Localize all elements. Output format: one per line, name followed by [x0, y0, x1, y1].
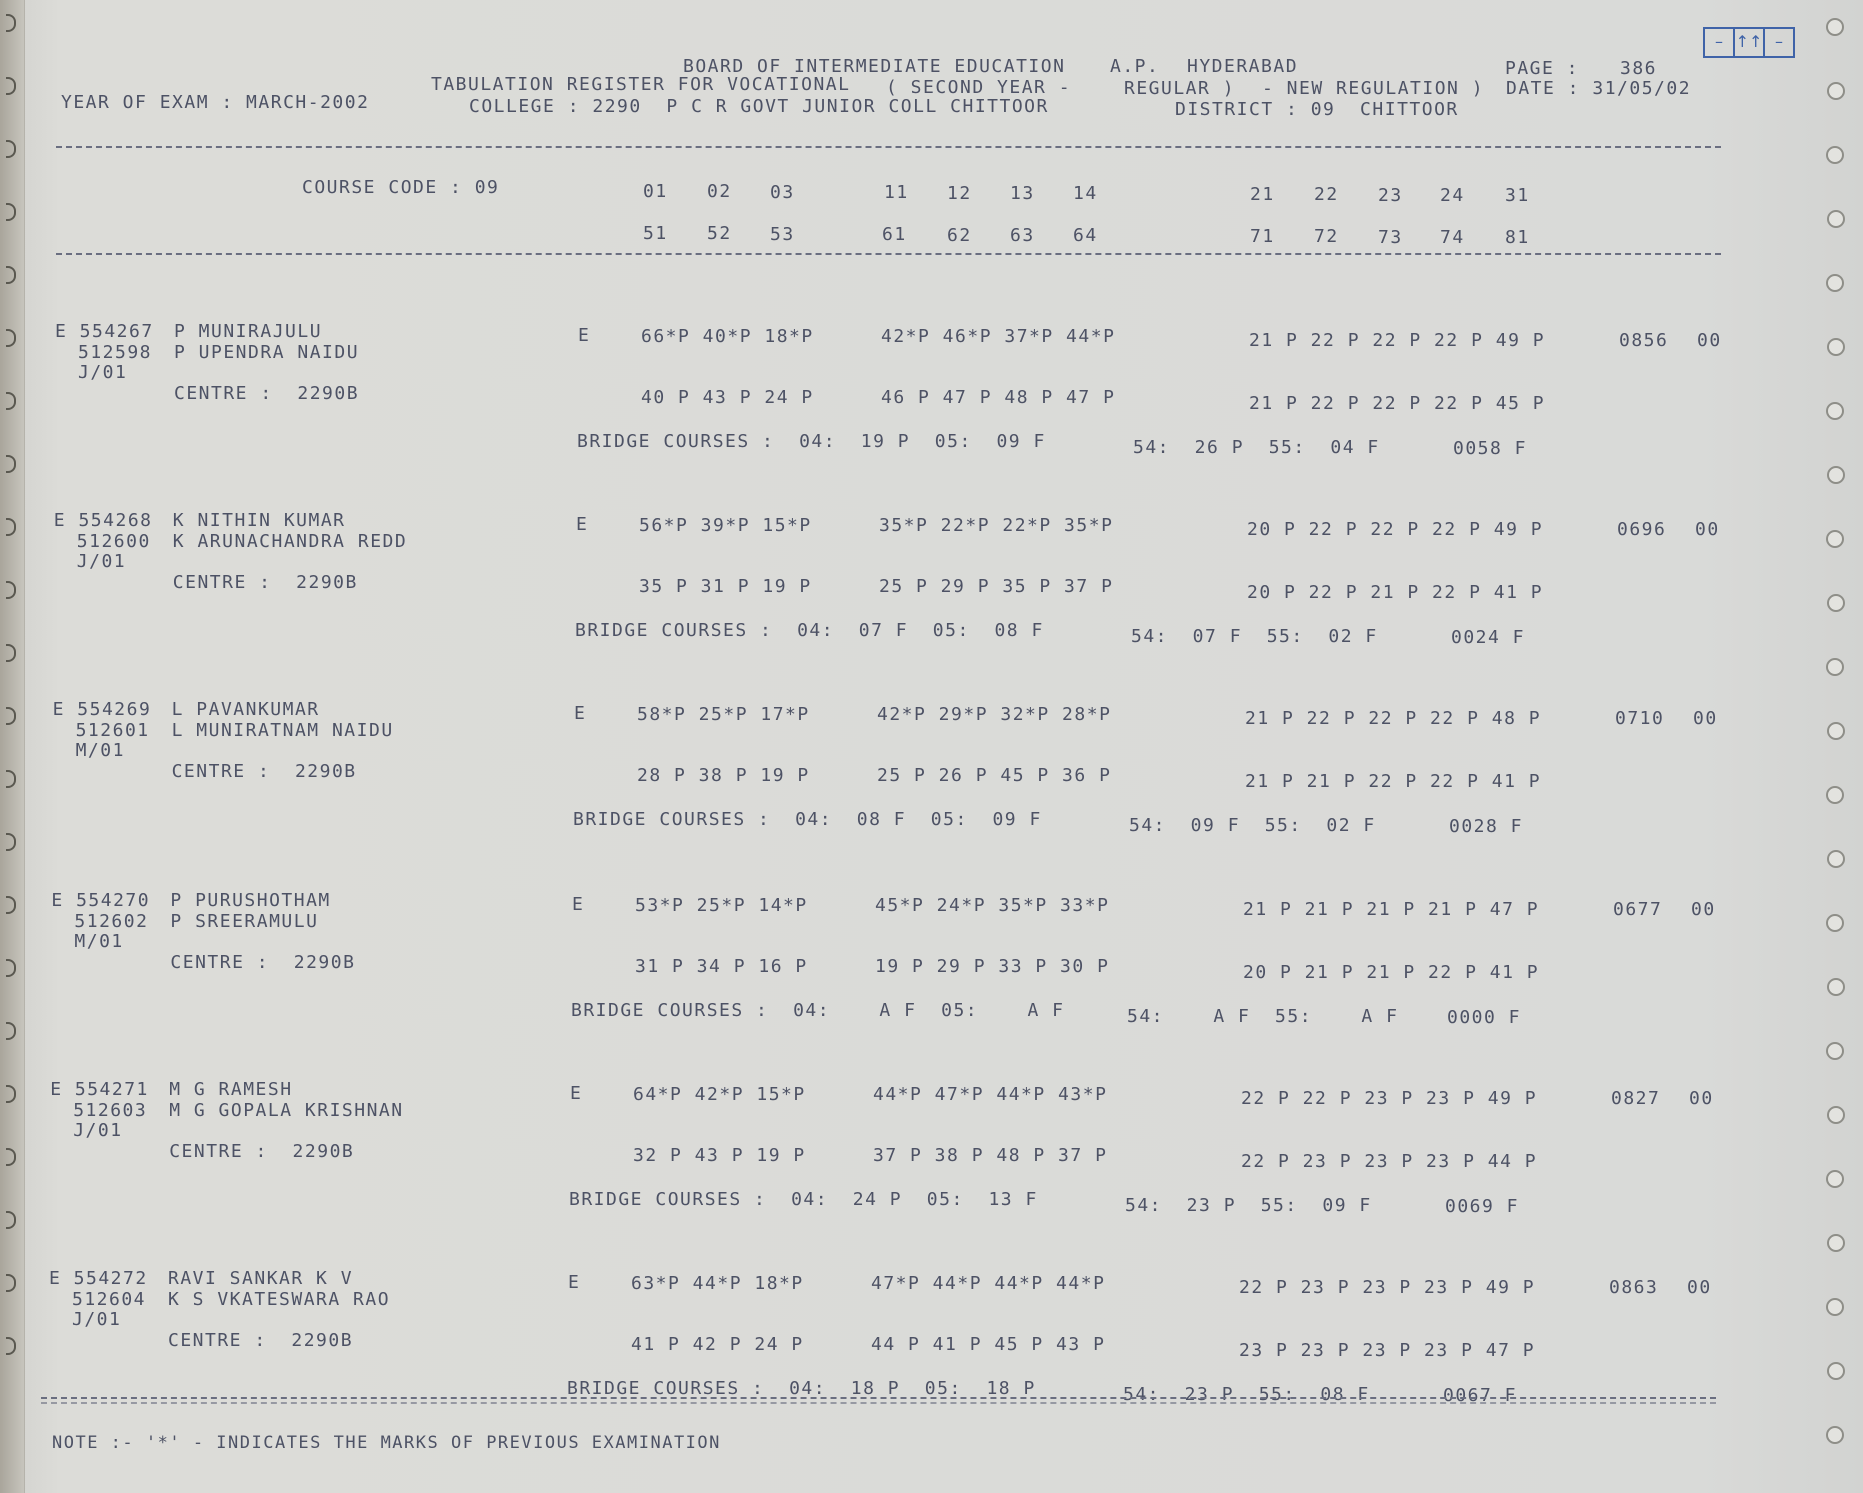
- roll-number: 512601: [75, 720, 150, 741]
- feed-hole: [1827, 722, 1845, 740]
- marks-first-a: 53*P 25*P 14*P: [635, 895, 808, 916]
- marks-second-c: 23 P 23 P 23 P 23 P 47 P: [1239, 1340, 1536, 1361]
- feed-hole: [1827, 594, 1845, 612]
- course-code-cell: 63: [1010, 225, 1035, 246]
- feed-hole: [1827, 1362, 1845, 1380]
- feed-hole: [1826, 18, 1844, 36]
- course-code-cell: 61: [882, 224, 907, 246]
- father-name: P SREERAMULU: [170, 911, 319, 932]
- extra-code: 00: [1695, 519, 1720, 540]
- course-code-cell: 81: [1505, 227, 1530, 249]
- exam-type: E: [572, 894, 585, 915]
- bridge-total: 0000 F: [1447, 1007, 1522, 1028]
- bridge-total: 0028 F: [1449, 816, 1524, 837]
- centre: CENTRE : 2290B: [168, 1330, 354, 1351]
- marks-second-a: 28 P 38 P 19 P: [637, 765, 810, 786]
- exam-type: E: [576, 514, 589, 535]
- group-code: J/01: [72, 1309, 122, 1330]
- student-name: RAVI SANKAR K V: [168, 1268, 354, 1289]
- feed-hole: [1826, 146, 1844, 164]
- course-code-cell: 21: [1250, 183, 1275, 205]
- bridge-courses-b: 54: 07 F 55: 02 F: [1131, 626, 1378, 647]
- father-name: P UPENDRA NAIDU: [174, 342, 360, 363]
- student-id: E 554270: [51, 890, 151, 911]
- marks-first-a: 58*P 25*P 17*P: [637, 704, 810, 725]
- student-name: K NITHIN KUMAR: [172, 510, 346, 531]
- marks-second-a: 40 P 43 P 24 P: [641, 387, 814, 408]
- total-marks: 0710: [1615, 708, 1665, 729]
- course-code-label: COURSE CODE : 09: [302, 177, 500, 198]
- student-id: E 554272: [49, 1268, 148, 1289]
- student-id: E 554268: [53, 510, 153, 531]
- page-number: 386: [1620, 58, 1658, 79]
- bridge-courses: BRIDGE COURSES : 04: 07 F 05: 08 F: [575, 620, 1044, 641]
- marks-first-a: 63*P 44*P 18*P: [631, 1273, 804, 1294]
- total-marks: 0827: [1611, 1088, 1661, 1109]
- feed-hole: [1826, 914, 1844, 932]
- feed-hole: [1826, 786, 1844, 804]
- marks-second-c: 21 P 21 P 22 P 22 P 41 P: [1245, 771, 1542, 792]
- group-code: J/01: [73, 1120, 123, 1141]
- course-code-cell: 72: [1314, 226, 1339, 248]
- group-code: M/01: [74, 931, 124, 952]
- marks-first-b: 47*P 44*P 44*P 44*P: [871, 1273, 1106, 1294]
- feed-hole: [1827, 466, 1845, 484]
- year-label: ( SECOND YEAR -: [886, 77, 1072, 98]
- date: DATE : 31/05/02: [1506, 78, 1692, 99]
- course-code-cell: 71: [1250, 225, 1275, 247]
- father-name: L MUNIRATNAM NAIDU: [171, 720, 394, 741]
- marks-first-b: 44*P 47*P 44*P 43*P: [873, 1084, 1108, 1105]
- bridge-courses: BRIDGE COURSES : 04: 24 P 05: 13 F: [569, 1189, 1038, 1210]
- marks-first-c: 21 P 21 P 21 P 21 P 47 P: [1243, 899, 1540, 920]
- marks-second-c: 21 P 22 P 22 P 22 P 45 P: [1249, 393, 1546, 414]
- feed-hole: [1826, 1298, 1844, 1316]
- total-marks: 0696: [1617, 519, 1667, 540]
- feed-hole: [1826, 274, 1844, 292]
- feed-hole: [1826, 402, 1844, 420]
- roll-number: 512603: [73, 1100, 148, 1121]
- marks-second-c: 22 P 23 P 23 P 23 P 44 P: [1241, 1151, 1538, 1172]
- total-marks: 0677: [1613, 899, 1663, 920]
- divider: [41, 1397, 1716, 1399]
- extra-code: 00: [1687, 1277, 1712, 1298]
- roll-number: 512600: [76, 531, 151, 552]
- bridge-courses: BRIDGE COURSES : 04: 19 P 05: 09 F: [577, 431, 1046, 452]
- roll-number: 512604: [72, 1289, 147, 1310]
- binding-strip: [0, 0, 25, 1493]
- bridge-courses-b: 54: A F 55: A F: [1127, 1006, 1399, 1027]
- city: HYDERABAD: [1187, 56, 1299, 77]
- divider: [41, 1402, 1716, 1404]
- course-code-cell: 74: [1440, 227, 1465, 248]
- group-code: J/01: [76, 551, 127, 572]
- bridge-courses-b: 54: 23 P 55: 09 F: [1125, 1195, 1372, 1216]
- board-title: BOARD OF INTERMEDIATE EDUCATION: [683, 56, 1066, 77]
- printer-logo-icon: – ↑↑ –: [1703, 27, 1795, 58]
- feed-hole: [1827, 1106, 1845, 1124]
- feed-hole: [1827, 210, 1845, 228]
- roll-number: 512602: [74, 911, 149, 932]
- marks-first-c: 21 P 22 P 22 P 22 P 48 P: [1245, 708, 1542, 729]
- total-marks: 0856: [1619, 330, 1669, 351]
- marks-first-c: 20 P 22 P 22 P 22 P 49 P: [1247, 519, 1544, 540]
- course-code-cell: 73: [1378, 226, 1403, 248]
- bridge-courses: BRIDGE COURSES : 04: 18 P 05: 18 P: [567, 1378, 1036, 1399]
- course-code-cell: 03: [770, 181, 795, 203]
- marks-second-a: 41 P 42 P 24 P: [631, 1334, 804, 1355]
- marks-first-b: 35*P 22*P 22*P 35*P: [879, 515, 1114, 536]
- course-code-cell: 62: [947, 224, 972, 246]
- roll-number: 512598: [78, 342, 153, 363]
- bridge-total: 0058 F: [1453, 438, 1528, 459]
- student-name: M G RAMESH: [169, 1079, 293, 1100]
- feed-hole: [1826, 1426, 1844, 1444]
- course-code-cell: 64: [1073, 225, 1098, 247]
- course-code-cell: 01: [643, 181, 668, 202]
- extra-code: 00: [1693, 708, 1718, 729]
- divider: [56, 253, 1721, 255]
- feed-hole: [1827, 338, 1845, 356]
- feed-hole: [1826, 530, 1844, 548]
- group-code: J/01: [78, 362, 128, 383]
- father-name: M G GOPALA KRISHNAN: [169, 1100, 404, 1121]
- course-code-cell: 22: [1314, 184, 1339, 206]
- feed-hole: [1826, 658, 1844, 676]
- centre: CENTRE : 2290B: [174, 383, 360, 404]
- feed-hole: [1827, 1234, 1845, 1252]
- marks-second-b: 44 P 41 P 45 P 43 P: [871, 1334, 1106, 1355]
- centre: CENTRE : 2290B: [172, 572, 358, 593]
- feed-hole: [1827, 850, 1845, 868]
- marks-first-c: 22 P 22 P 23 P 23 P 49 P: [1241, 1088, 1538, 1109]
- bridge-total: 0069 F: [1445, 1196, 1520, 1217]
- student-name: L PAVANKUMAR: [171, 699, 320, 720]
- feed-hole: [1826, 1170, 1844, 1188]
- regulation-label: - NEW REGULATION ): [1262, 78, 1485, 99]
- bridge-total: 0024 F: [1451, 627, 1526, 648]
- extra-code: 00: [1689, 1088, 1714, 1109]
- marks-second-a: 32 P 43 P 19 P: [633, 1145, 806, 1166]
- exam-year: YEAR OF EXAM : MARCH-2002: [61, 92, 370, 113]
- feed-hole: [1827, 978, 1845, 996]
- marks-second-b: 25 P 29 P 35 P 37 P: [879, 576, 1114, 597]
- marks-first-b: 42*P 46*P 37*P 44*P: [881, 326, 1116, 347]
- course-code-cell: 13: [1010, 183, 1035, 204]
- marks-second-b: 37 P 38 P 48 P 37 P: [873, 1145, 1108, 1166]
- centre: CENTRE : 2290B: [171, 761, 357, 782]
- bridge-courses: BRIDGE COURSES : 04: A F 05: A F: [571, 1000, 1065, 1021]
- state: A.P.: [1110, 56, 1160, 77]
- student-id: E 554267: [55, 321, 154, 342]
- divider: [56, 146, 1721, 148]
- extra-code: 00: [1697, 330, 1722, 351]
- course-code-cell: 23: [1378, 184, 1403, 206]
- marks-first-c: 21 P 22 P 22 P 22 P 49 P: [1249, 330, 1546, 351]
- marks-second-c: 20 P 22 P 21 P 22 P 41 P: [1247, 582, 1544, 603]
- bridge-courses-b: 54: 26 P 55: 04 F: [1133, 437, 1380, 458]
- marks-second-a: 31 P 34 P 16 P: [635, 956, 808, 977]
- course-code-cell: 51: [643, 223, 668, 244]
- regular-label: REGULAR ): [1124, 78, 1236, 99]
- feed-hole: [1827, 82, 1845, 100]
- bridge-total: 0067 F: [1443, 1385, 1518, 1406]
- course-code-cell: 52: [707, 223, 732, 245]
- father-name: K ARUNACHANDRA REDD: [172, 531, 408, 552]
- feed-hole: [1826, 1042, 1844, 1060]
- exam-type: E: [570, 1083, 583, 1104]
- district: DISTRICT : 09 CHITTOOR: [1175, 99, 1459, 120]
- marks-first-b: 42*P 29*P 32*P 28*P: [877, 704, 1112, 725]
- course-code-cell: 53: [770, 223, 795, 245]
- group-code: M/01: [75, 740, 125, 761]
- marks-first-b: 45*P 24*P 35*P 33*P: [875, 895, 1110, 916]
- bridge-courses-b: 54: 09 F 55: 02 F: [1129, 815, 1376, 836]
- exam-type: E: [578, 325, 591, 346]
- total-marks: 0863: [1609, 1277, 1659, 1298]
- centre: CENTRE : 2290B: [169, 1141, 355, 1162]
- course-code-cell: 02: [707, 181, 732, 203]
- marks-second-b: 25 P 26 P 45 P 36 P: [877, 765, 1112, 786]
- course-code-cell: 31: [1505, 185, 1530, 207]
- marks-second-b: 46 P 47 P 48 P 47 P: [881, 387, 1116, 408]
- marks-second-c: 20 P 21 P 21 P 22 P 41 P: [1243, 962, 1540, 983]
- extra-code: 00: [1691, 899, 1716, 920]
- student-name: P MUNIRAJULU: [174, 321, 323, 342]
- bridge-courses-b: 54: 23 P 55: 08 F: [1123, 1384, 1370, 1405]
- student-id: E 554269: [52, 699, 152, 720]
- student-id: E 554271: [50, 1079, 149, 1100]
- course-code-cell: 14: [1073, 183, 1098, 205]
- marks-first-c: 22 P 23 P 23 P 23 P 49 P: [1239, 1277, 1536, 1298]
- course-code-cell: 24: [1440, 185, 1465, 206]
- marks-second-b: 19 P 29 P 33 P 30 P: [875, 956, 1110, 977]
- student-name: P PURUSHOTHAM: [170, 890, 331, 911]
- bridge-courses: BRIDGE COURSES : 04: 08 F 05: 09 F: [573, 809, 1042, 830]
- exam-type: E: [574, 703, 587, 724]
- marks-first-a: 66*P 40*P 18*P: [641, 326, 814, 347]
- marks-first-a: 56*P 39*P 15*P: [639, 515, 812, 536]
- course-code-cell: 11: [884, 182, 909, 204]
- centre: CENTRE : 2290B: [170, 952, 356, 973]
- father-name: K S VKATESWARA RAO: [168, 1289, 391, 1310]
- marks-first-a: 64*P 42*P 15*P: [633, 1084, 806, 1105]
- college: COLLEGE : 2290 P C R GOVT JUNIOR COLL CHITTOOR: [469, 96, 1049, 117]
- register-title: TABULATION REGISTER FOR VOCATIONAL: [431, 74, 851, 95]
- footnote: NOTE :- '*' - INDICATES THE MARKS OF PREVIOUS EXAMINATION: [52, 1433, 721, 1453]
- exam-type: E: [568, 1272, 581, 1293]
- course-code-cell: 12: [947, 182, 972, 204]
- page-label: PAGE :: [1505, 58, 1580, 79]
- marks-second-a: 35 P 31 P 19 P: [639, 576, 812, 597]
